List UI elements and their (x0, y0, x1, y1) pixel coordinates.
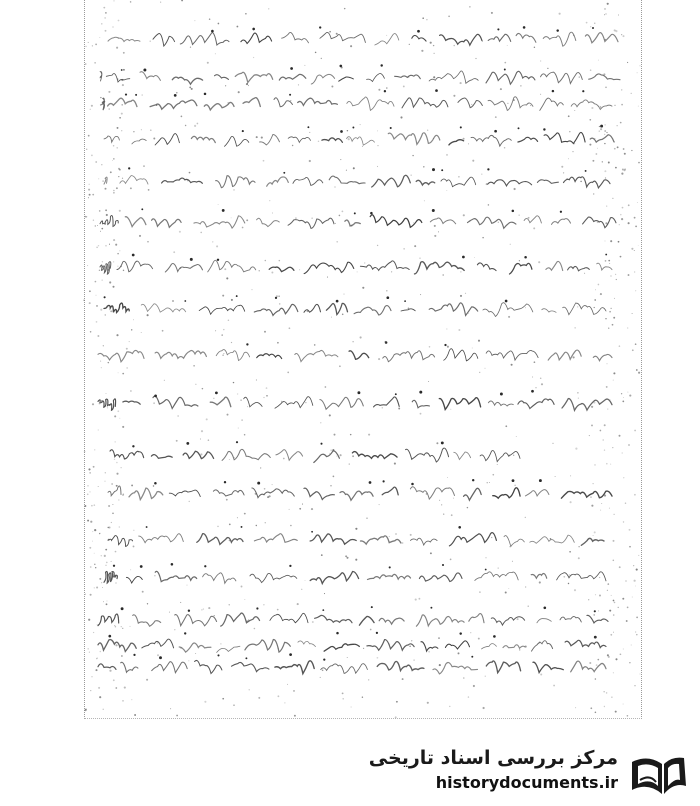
handwritten-line (98, 632, 606, 653)
handwritten-line (100, 254, 612, 275)
handwritten-line (108, 26, 618, 46)
handwritten-line (104, 125, 614, 147)
handwritten-line (104, 563, 606, 583)
handwritten-line (110, 441, 520, 462)
handwritten-line (104, 167, 610, 188)
org-name: مرکز بررسی اسناد تاریخی (368, 747, 618, 769)
handwritten-line (98, 390, 612, 410)
handwritten-line (98, 341, 612, 362)
handwritten-line (98, 653, 606, 674)
scan-noise (83, 0, 640, 718)
watermark-footer (0, 735, 700, 806)
brand-text (369, 745, 618, 792)
handwritten-line (100, 64, 620, 84)
handwritten-line (104, 295, 606, 316)
handwritten-line (102, 89, 612, 110)
handwritten-line (100, 208, 616, 228)
handwritten-line (108, 479, 612, 500)
handwritten-line (98, 606, 608, 626)
website-url: historydocuments.ir (435, 773, 618, 792)
book-pages-icon (626, 752, 690, 802)
